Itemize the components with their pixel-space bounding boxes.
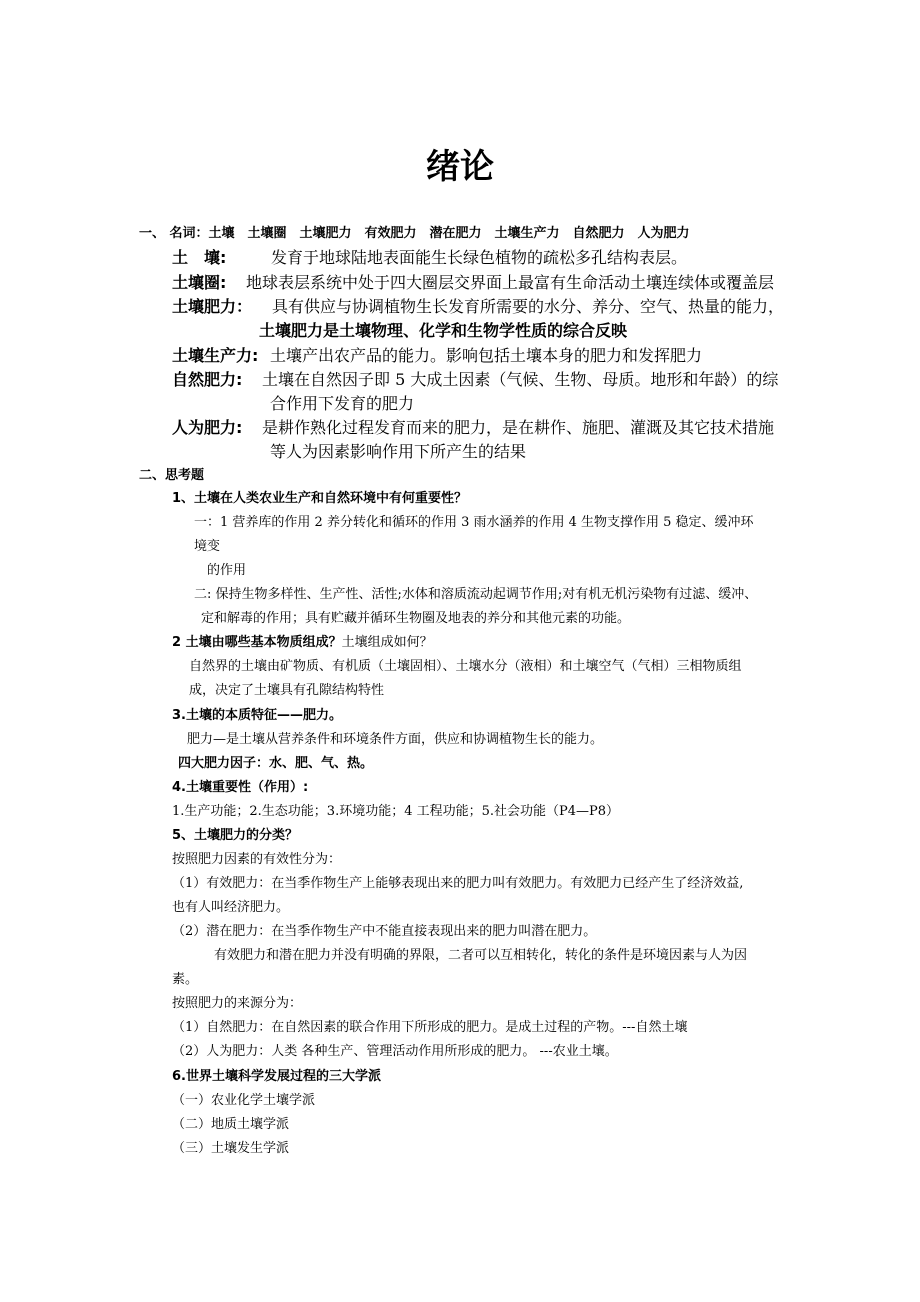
page-title: 绪论: [426, 147, 494, 187]
answer-text: 定和解毒的作用；具有贮藏并循环生物圈及地表的养分和其他元素的功能。: [201, 611, 631, 626]
question-heading: 6.世界土壤科学发展过程的三大学派: [172, 1069, 381, 1084]
answer-text: 按照肥力因素的有效性分为：: [172, 852, 342, 867]
question-rest: 土壤组成如何？: [341, 635, 433, 650]
answer-text: 按照肥力的来源分为：: [172, 996, 303, 1011]
term-label: 土壤肥力：: [172, 297, 253, 316]
term-label: 人为肥力:: [172, 418, 243, 437]
question-heading: 1、土壤在人类农业生产和自然环境中有何重要性？: [172, 491, 468, 506]
section2-heading: 二、思考题: [139, 468, 205, 483]
question-heading: 5、土壤肥力的分类？: [172, 828, 299, 843]
answer-text: （1）自然肥力：在自然因素的联合作用下所形成的肥力。是成土过程的产物。---自然土壤: [172, 1020, 688, 1035]
answer-text: 成，决定了土壤具有孔隙结构特性: [189, 683, 385, 698]
term-definition: 发育于地球陆地表面能生长绿色植物的疏松多孔结构表层。: [271, 248, 688, 267]
question-bold: 2 土壤由哪些基本物质组成？: [172, 635, 342, 650]
answer-text: 1.生产功能；2.生态功能；3.环境功能；4 工程功能；5.社会功能（P4—P8）: [172, 804, 620, 819]
answer-text: 肥力—是土壤从营养条件和环境条件方面，供应和协调植物生长的能力。: [187, 732, 604, 747]
answer-text: 二: 保持生物多样性、生产性、活性;水体和溶质流动起调节作用;对有机无机污染物有过滤、缓冲、: [194, 587, 758, 602]
answer-text: （2）人为肥力：人类 各种生产、管理活动作用所形成的肥力。 ---农业土壤。: [172, 1044, 618, 1059]
question-heading: 4.土壤重要性（作用）:: [172, 780, 309, 795]
term-definition-continued: 等人为因素影响作用下所产生的结果: [270, 442, 527, 461]
answer-text: 素。: [172, 972, 199, 987]
term-definition: 是耕作熟化过程发育而来的肥力，是在耕作、施肥、灌溉及其它技术措施: [262, 418, 775, 437]
answer-text: 的作用: [207, 563, 247, 578]
term-definition: 土壤在自然因子即 5 大成土因素（气候、生物、母质。地形和年龄）的综: [262, 370, 779, 389]
term-definition-emphasis: 土壤肥力是土壤物理、化学和生物学性质的综合反映: [259, 321, 628, 340]
list-item: （二）地质土壤学派: [172, 1117, 290, 1132]
answer-text: 一：1 营养库的作用 2 养分转化和循环的作用 3 雨水涵养的作用 4 生物支撑作用 5 稳定、缓冲环: [194, 515, 754, 530]
answer-emphasis: 四大肥力因子：水、肥、气、热。: [178, 756, 374, 771]
list-item: （三）土壤发生学派: [172, 1141, 290, 1156]
term-definition: 土壤产出农产品的能力。影响包括土壤本身的肥力和发挥肥力: [270, 346, 703, 365]
list-item: （一）农业化学土壤学派: [172, 1093, 316, 1108]
answer-text: 境变: [194, 539, 221, 554]
term-label: 土 壤:: [172, 248, 227, 267]
question-heading: [172, 636, 433, 649]
term-label: 土壤圈:: [172, 273, 227, 292]
term-definition: 地球表层系统中处于四大圈层交界面上最富有生命活动土壤连续体或覆盖层: [246, 273, 775, 292]
section1-heading: 一、 名词：土壤 土壤圈 土壤肥力 有效肥力 潜在肥力 土壤生产力 自然肥力 人为肥力: [139, 226, 690, 241]
term-definition: 具有供应与协调植物生长发育所需要的水分、养分、空气、热量的能力，: [272, 297, 785, 316]
term-definition-continued: 合作用下发育的肥力: [270, 394, 415, 413]
answer-text: （1）有效肥力：在当季作物生产上能够表现出来的肥力叫有效肥力。有效肥力已经产生了经济效益,: [172, 876, 744, 891]
answer-text: 也有人叫经济肥力。: [172, 900, 290, 915]
answer-text: 有效肥力和潜在肥力并没有明确的界限，二者可以互相转化，转化的条件是环境因素与人为因: [214, 948, 748, 963]
answer-text: （2）潜在肥力：在当季作物生产中不能直接表现出来的肥力叫潜在肥力。: [172, 924, 597, 939]
term-label: 自然肥力:: [172, 370, 243, 389]
term-label: 土壤生产力:: [172, 346, 259, 365]
answer-text: 自然界的土壤由矿物质、有机质（土壤固相）、土壤水分（液相）和土壤空气（气相）三相物质组: [189, 659, 742, 674]
question-heading: 3.土壤的本质特征——肥力。: [172, 708, 342, 723]
